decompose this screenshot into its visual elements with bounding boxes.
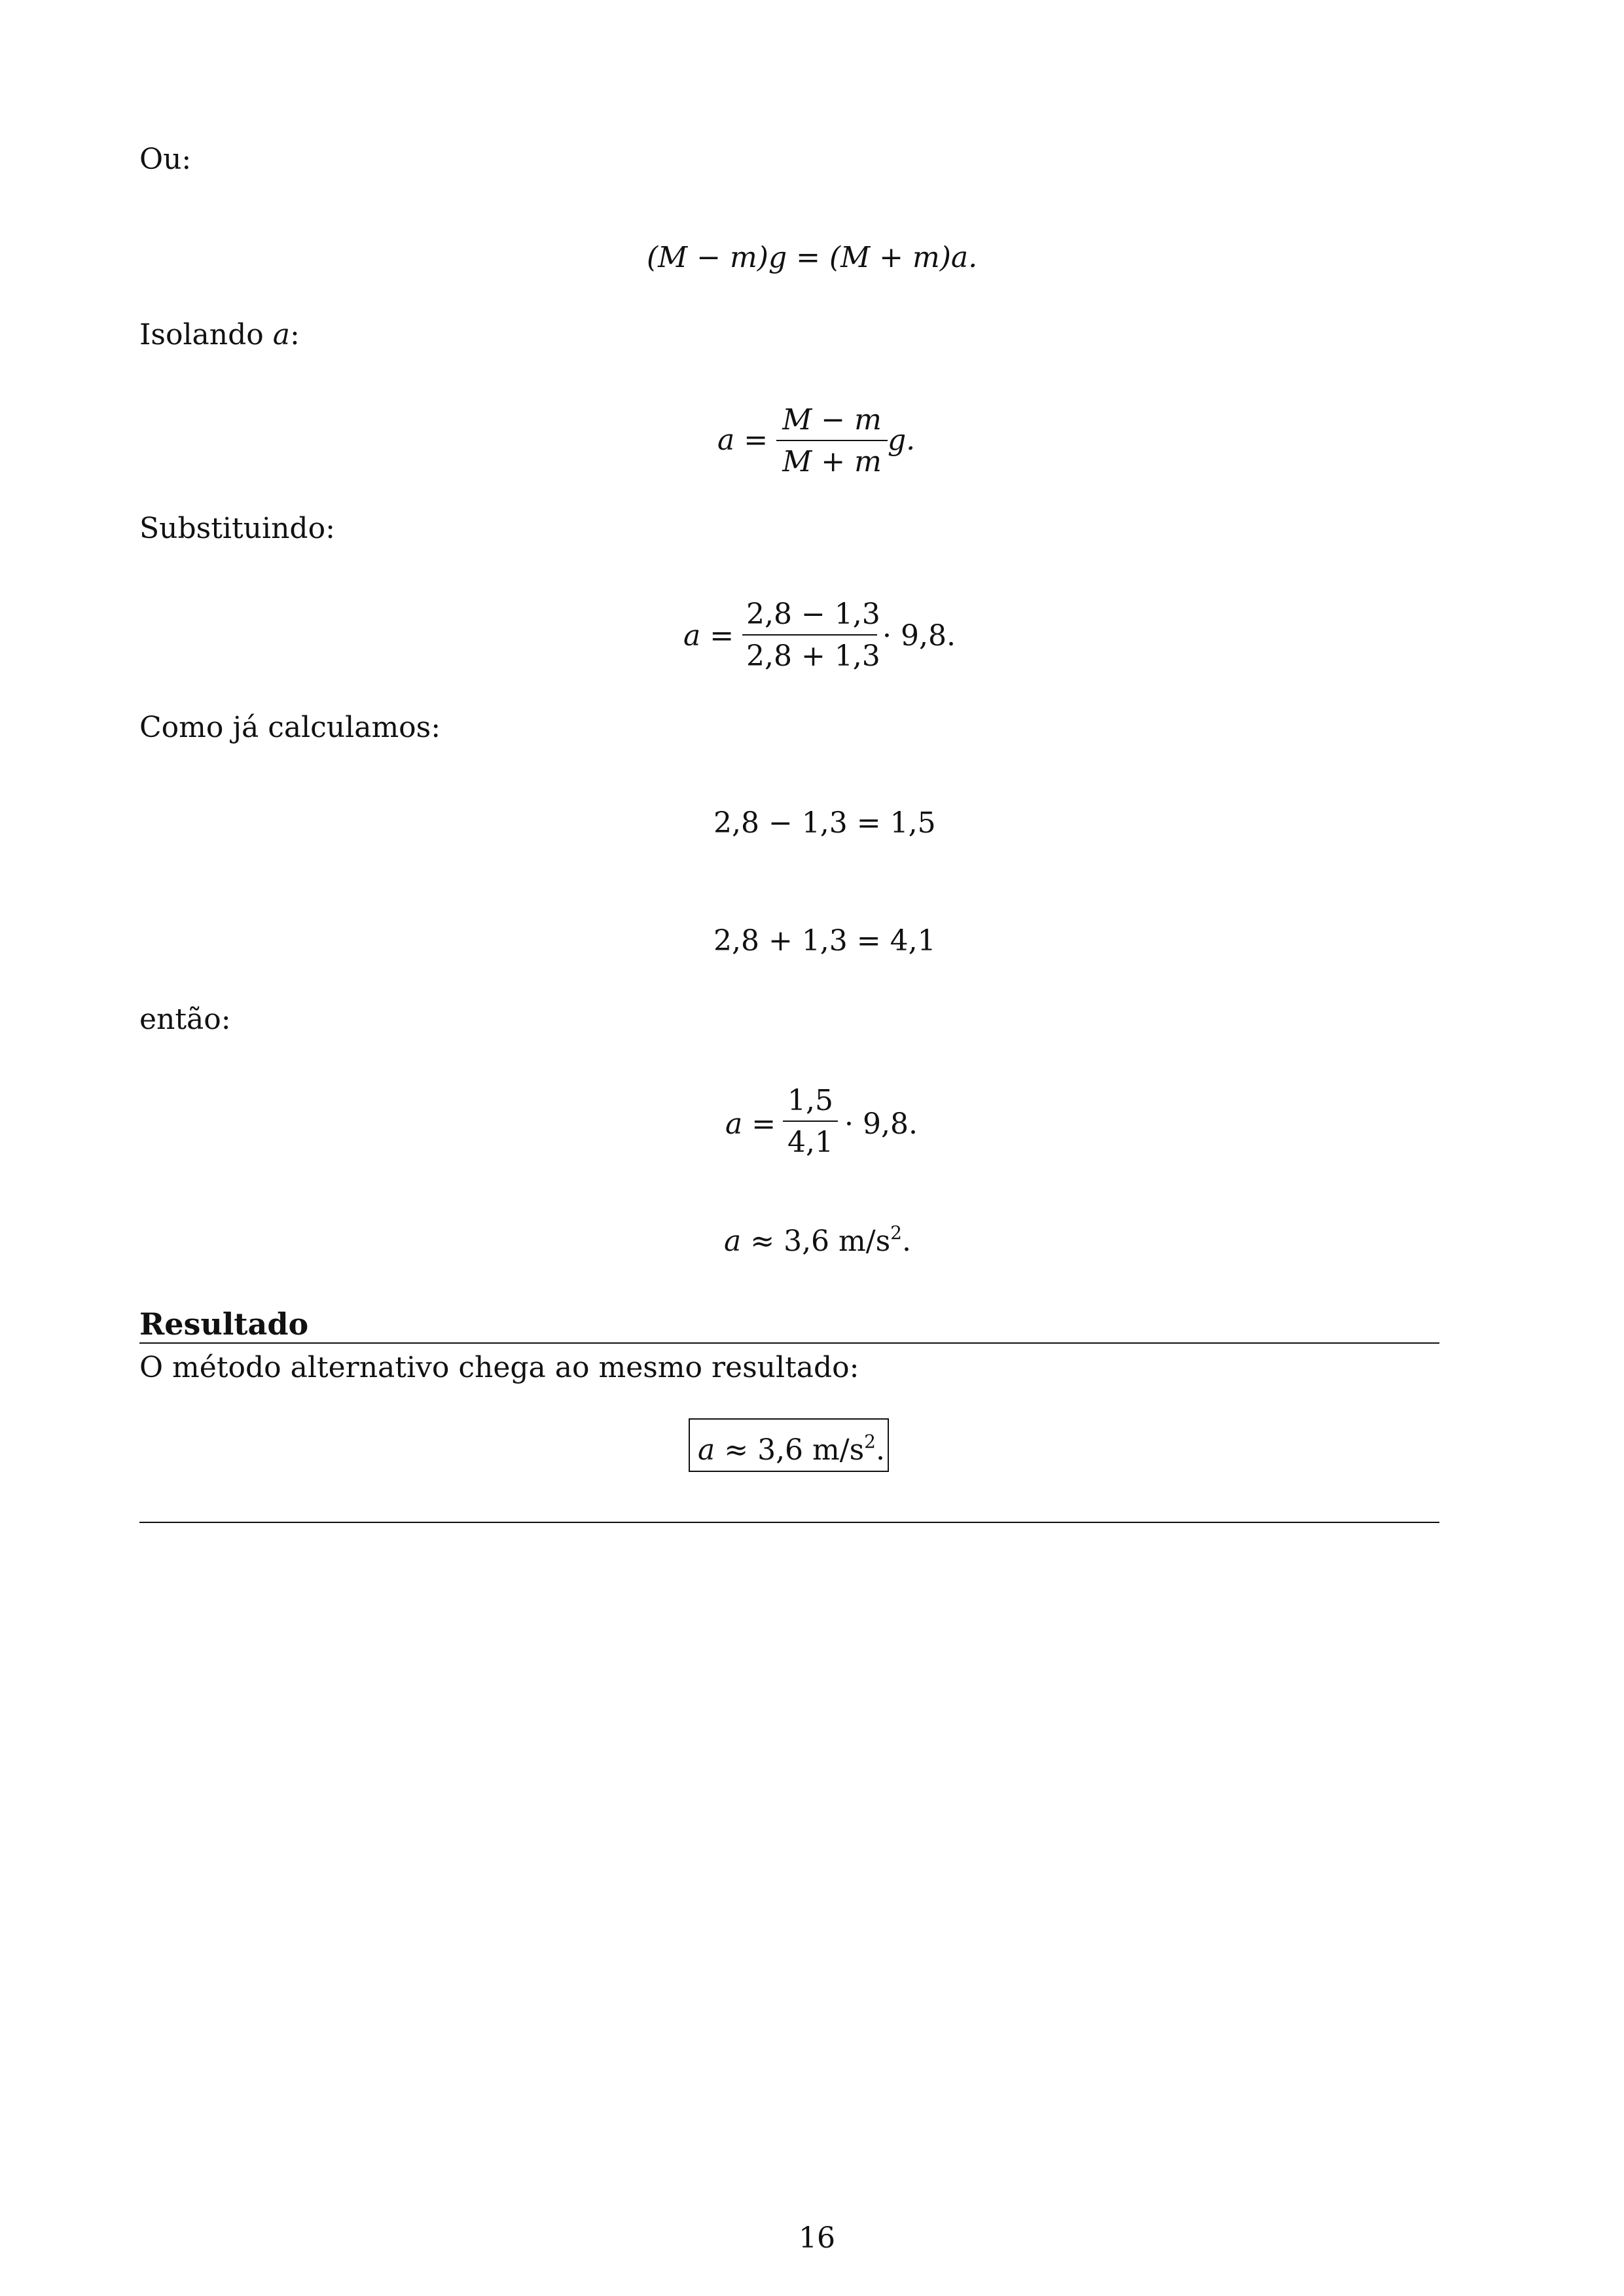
result-exponent: 2: [890, 1222, 902, 1244]
boxed-result-equation: [698, 1433, 885, 1465]
page-number: 16: [799, 2221, 835, 2255]
fraction-isolated: [776, 403, 888, 478]
result-var: a: [724, 1225, 742, 1258]
result-value: ≈ 3,6 m/s: [741, 1225, 891, 1258]
fraction-substituted: [742, 598, 880, 673]
equation-substituted-lhs-text: a =: [683, 619, 734, 653]
equation-numeric-rhs: · 9,8.: [844, 1107, 918, 1141]
equation-force-balance: [647, 243, 977, 272]
equation-difference: 2,8 − 1,3 = 1,5: [713, 806, 936, 840]
para-substituindo: Substituindo:: [139, 512, 335, 545]
boxed-exponent: 2: [864, 1431, 876, 1452]
boxed-var: a: [698, 1433, 715, 1467]
fraction-numerator: 1,5: [787, 1084, 833, 1117]
para-como-ja: Como já calculamos:: [139, 711, 441, 744]
para-isolando-colon: :: [289, 318, 300, 351]
fraction-bar: [776, 440, 888, 441]
result-heading: Resultado: [139, 1306, 309, 1342]
fraction-numerator: M − m: [782, 403, 882, 437]
equation-numeric-lhs: [725, 1107, 776, 1141]
fraction-bar: [783, 1121, 838, 1122]
fraction-denominator: M + m: [782, 445, 882, 478]
equation-sum: 2,8 + 1,3 = 4,1: [713, 924, 936, 958]
boxed-period: .: [876, 1433, 885, 1467]
equation-isolated-rhs: g.: [888, 423, 916, 457]
fraction-bar: [742, 634, 877, 636]
section-end-rule: [139, 1522, 1439, 1523]
result-period: .: [902, 1225, 911, 1258]
result-heading-rule: [139, 1342, 1439, 1344]
equation-substituted-rhs: · 9,8.: [882, 619, 956, 653]
para-entao: então:: [139, 1003, 231, 1036]
result-text: O método alternativo chega ao mesmo resultado:: [139, 1351, 859, 1384]
boxed-value: ≈ 3,6 m/s: [715, 1433, 865, 1467]
fraction-numerator: 2,8 − 1,3: [746, 598, 880, 631]
para-isolando-label: Isolando: [139, 318, 273, 351]
equation-text: (M − m)g = (M + m)a.: [647, 241, 978, 274]
para-isolando: [139, 318, 300, 351]
para-ou: Ou:: [139, 143, 192, 176]
equation-isolated-lhs: a =: [717, 423, 768, 457]
para-isolando-var: a: [272, 318, 290, 351]
fraction-denominator: 2,8 + 1,3: [746, 639, 880, 673]
equation-substituted-lhs: [683, 619, 734, 653]
fraction-numeric: [783, 1086, 838, 1157]
equation-numeric-lhs-text: a =: [725, 1107, 776, 1141]
fraction-denominator: 4,1: [787, 1126, 833, 1159]
equation-approx-result: [724, 1224, 911, 1256]
